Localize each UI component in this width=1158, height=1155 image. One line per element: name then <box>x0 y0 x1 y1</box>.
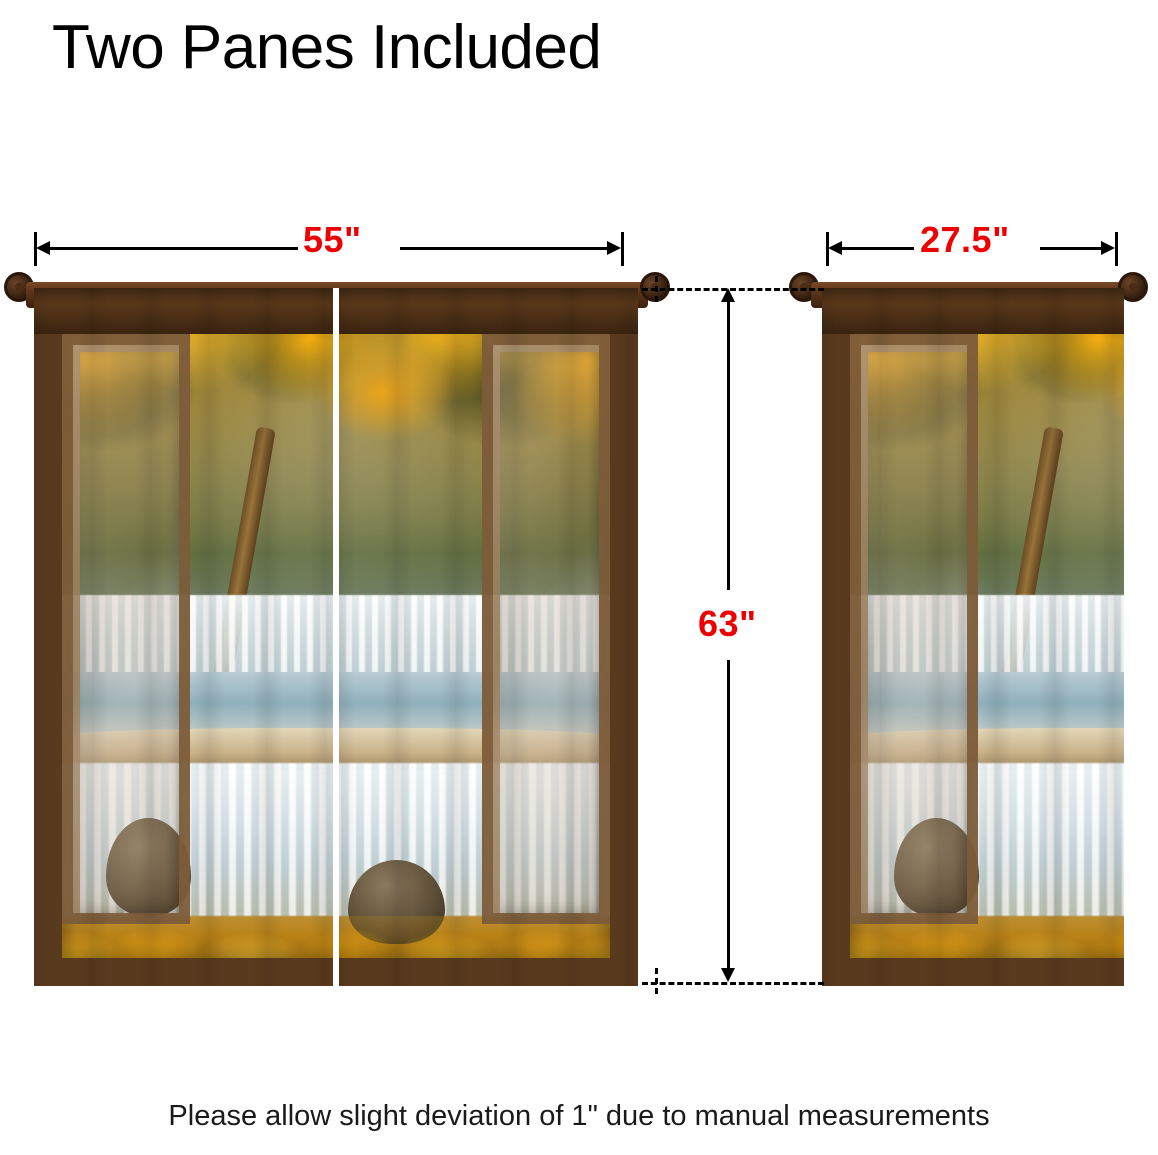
autumn-canopy-layer <box>822 288 1124 595</box>
dimension-label-left-width: 55" <box>303 219 362 260</box>
rod-pocket <box>34 288 333 304</box>
autumn-canopy-layer <box>339 288 638 595</box>
dim-leader-bottom <box>642 982 824 985</box>
autumn-canopy-layer <box>34 288 333 595</box>
dimension-label-height: 63" <box>698 603 757 644</box>
printed-scene <box>34 288 333 986</box>
dim-arrow-height-top <box>721 288 735 302</box>
dim-arrow-height-bottom <box>721 968 735 982</box>
scene-background <box>34 288 333 986</box>
dim-arrow-left-end <box>607 241 621 255</box>
printed-scene <box>822 288 1124 986</box>
dim-tick-right-b <box>1115 232 1118 266</box>
printed-scene <box>339 288 638 986</box>
flower-bed <box>339 916 638 986</box>
curtain-panel-left-a[interactable] <box>34 288 333 986</box>
dim-rule-left-2 <box>400 247 617 250</box>
dim-arrow-right-end <box>1101 241 1115 255</box>
left-panel-group <box>34 288 638 986</box>
curtain-panel-right[interactable] <box>822 288 1124 986</box>
scene-background <box>339 288 638 986</box>
dim-tick-left-b <box>621 232 624 266</box>
dim-rule-height-2 <box>727 660 730 976</box>
flower-bed <box>822 916 1124 986</box>
dim-arrow-left-start <box>36 241 50 255</box>
dim-rule-height-1 <box>727 294 730 590</box>
rod-pocket <box>339 288 638 304</box>
upper-waterfall <box>34 595 333 679</box>
upper-waterfall <box>339 595 638 679</box>
panel-seam <box>333 288 339 986</box>
right-panel-group <box>822 288 1124 986</box>
dim-leader-top-tick <box>655 276 658 302</box>
dim-rule-left-1 <box>40 247 298 250</box>
dim-arrow-right-start <box>828 241 842 255</box>
curtain-panel-left-b[interactable] <box>339 288 638 986</box>
rod-pocket <box>822 288 1124 304</box>
measurement-note: Please allow slight deviation of 1" due to manual measurements <box>168 1100 990 1132</box>
scene-background <box>822 288 1124 986</box>
dim-leader-bottom-tick <box>655 968 658 994</box>
dim-rule-right-1 <box>832 247 914 250</box>
flower-bed <box>34 916 333 986</box>
upper-waterfall <box>822 595 1124 679</box>
dimension-label-right-width: 27.5" <box>920 219 1010 260</box>
page-title: Two Panes Included <box>52 13 602 82</box>
